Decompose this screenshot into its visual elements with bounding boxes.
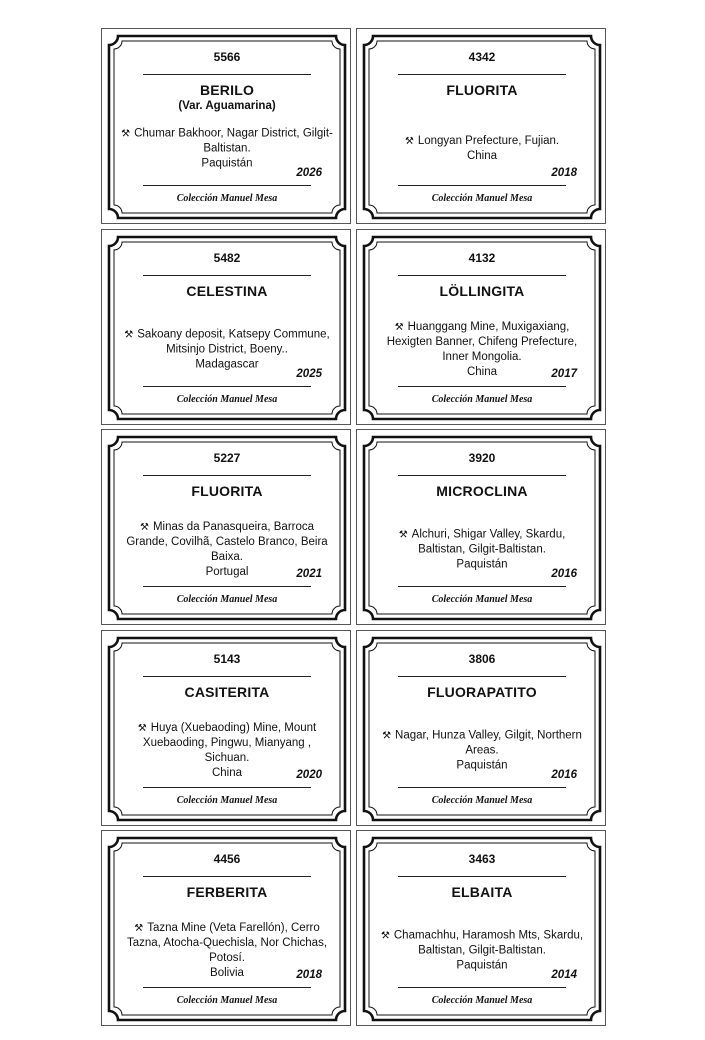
specimen-number: 5482 [213,251,241,265]
specimen-number: 5143 [213,652,241,666]
acquisition-year: 2018 [551,167,577,179]
collection-name: Colección Manuel Mesa [431,394,533,405]
mineral-label [356,630,606,826]
country-name: China [466,150,498,162]
acquisition-year: 2025 [296,368,322,380]
country-name: Madagascar [195,358,259,371]
hammer-pick-icon: ⚒ [137,723,147,734]
mineral-label [101,630,351,826]
collection-name: Colección Manuel Mesa [176,795,278,806]
collection-name: Colección Manuel Mesa [431,193,533,204]
specimen-number: 5227 [213,451,241,465]
locality-block [120,127,334,172]
acquisition-year: 2016 [551,568,577,580]
divider-bottom [398,586,566,587]
divider-top [143,676,311,677]
locality-text: Minas da Panasqueira, Barroca Grande, Covilhã, Castelo Branco, Beira Baixa. [126,521,328,563]
collection-name: Colección Manuel Mesa [431,594,533,605]
divider-bottom [398,987,566,988]
divider-top [398,74,566,75]
divider-top [398,876,566,877]
collection-name: Colección Manuel Mesa [176,193,278,204]
locality-text: Chamachhu, Haramosh Mts, Skardu, Baltistan, Gilgit-Baltistan. [393,929,584,957]
specimen-number: 3806 [468,652,496,666]
divider-bottom [143,586,311,587]
locality-text: Longyan Prefecture, Fujian. [417,135,560,147]
specimen-number: 3463 [468,852,496,866]
mineral-label [101,830,351,1026]
hammer-pick-icon: ⚒ [382,730,392,742]
mineral-label [356,28,606,224]
mineral-name: CELESTINA [186,283,268,299]
mineral-label [101,229,351,425]
country-name: Paquistán [456,959,508,972]
locality-text: Nagar, Hunza Valley, Gilgit, Northern Areas. [395,729,582,757]
mineral-name: FLUORAPATITO [427,684,537,700]
locality-text: Sakoany deposit, Katsepy Commune, Mitsinjo District, Boeny.. [137,328,330,356]
mineral-name: ELBAITA [451,884,513,900]
specimen-number: 4342 [468,50,496,64]
hammer-pick-icon: ⚒ [394,322,404,333]
hammer-pick-icon: ⚒ [139,522,149,533]
mineral-label [356,830,606,1026]
mineral-variety: (Var. Aguamarina) [178,100,276,112]
hammer-pick-icon: ⚒ [124,329,134,341]
mineral-name: CASITERITA [184,684,270,700]
hammer-pick-icon: ⚒ [121,128,131,140]
mineral-name: FLUORITA [446,82,518,98]
locality-text: Huya (Xuebaoding) Mine, Mount Xuebaoding, Pingwu, Mianyang , Sichuan. [142,722,317,764]
specimen-number: 4132 [468,251,496,265]
mineral-name: BERILO [199,82,255,98]
locality-text: Chumar Bakhoor, Nagar District, Gilgit-Baltistan. [134,127,333,155]
divider-bottom [143,386,311,387]
locality-block [375,134,589,164]
collection-name: Colección Manuel Mesa [176,394,278,405]
divider-bottom [143,987,311,988]
country-name: Paquistán [201,157,253,170]
specimen-number: 5566 [213,50,241,64]
hammer-pick-icon: ⚒ [398,529,408,541]
locality-block [375,929,589,974]
divider-top [398,676,566,677]
divider-bottom [398,386,566,387]
divider-top [143,876,311,877]
mineral-name: FERBERITA [186,884,268,900]
hammer-pick-icon: ⚒ [404,136,414,147]
collection-name: Colección Manuel Mesa [176,594,278,605]
acquisition-year: 2017 [551,368,577,380]
divider-top [398,275,566,276]
hammer-pick-icon: ⚒ [380,930,390,942]
specimen-number: 3920 [468,451,496,465]
locality-text: Alchuri, Shigar Valley, Skardu, Baltistan, Gilgit-Baltistan. [411,528,566,556]
locality-block [375,729,589,774]
divider-bottom [398,185,566,186]
country-name: China [466,366,498,378]
divider-top [143,74,311,75]
divider-bottom [143,185,311,186]
acquisition-year: 2026 [296,167,322,179]
specimen-number: 4456 [213,852,241,866]
divider-top [398,475,566,476]
divider-bottom [143,787,311,788]
country-name: Bolivia [210,967,244,979]
hammer-pick-icon: ⚒ [134,923,144,934]
locality-text: Tazna Mine (Veta Farellón), Cerro Tazna, Atocha-Quechisla, Nor Chichas, Potosí. [126,922,328,964]
mineral-label [101,429,351,625]
divider-bottom [398,787,566,788]
mineral-name: LÖLLINGITA [439,283,525,299]
country-name: Paquistán [456,759,508,772]
mineral-label [101,28,351,224]
collection-name: Colección Manuel Mesa [431,795,533,806]
frame-inner-border [369,41,595,213]
acquisition-year: 2014 [551,969,577,981]
locality-block [120,328,334,373]
mineral-label [356,429,606,625]
mineral-name: FLUORITA [191,483,263,499]
country-name: Portugal [205,566,249,578]
acquisition-year: 2018 [296,969,322,981]
country-name: China [211,767,243,779]
mineral-label [356,229,606,425]
acquisition-year: 2021 [296,568,322,580]
divider-top [143,275,311,276]
collection-name: Colección Manuel Mesa [431,995,533,1006]
locality-block [375,528,589,573]
acquisition-year: 2020 [296,769,322,781]
collection-name: Colección Manuel Mesa [176,995,278,1006]
country-name: Paquistán [456,558,508,571]
locality-text: Huanggang Mine, Muxigaxiang, Hexigten Banner, Chifeng Prefecture, Inner Mongolia. [386,321,578,363]
mineral-name: MICROCLINA [436,483,528,499]
acquisition-year: 2016 [551,769,577,781]
divider-top [143,475,311,476]
